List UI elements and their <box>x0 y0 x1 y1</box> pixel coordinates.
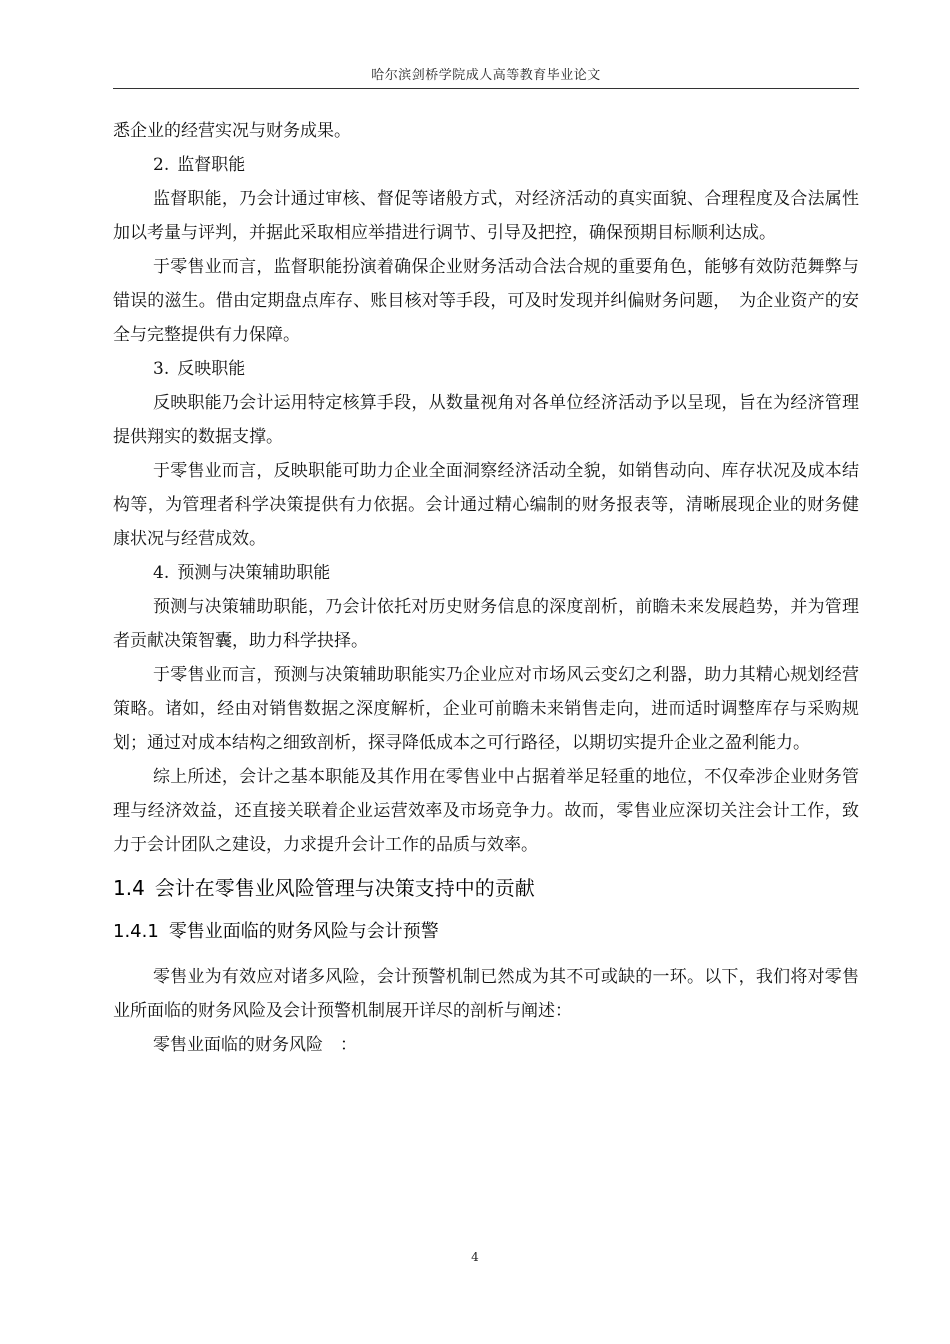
list-item-number: 2. <box>153 155 170 175</box>
subsection-heading <box>113 910 859 954</box>
paragraph: 于零售业而言，监督职能扮演着确保企业财务活动合法合规的重要角色，能够有效防范舞弊与错误的滋生。借由定期盘点库存、账目核对等手段，可及时发现并纠偏财务问题， 为企业资产的安全与完整提供有力保障。 <box>113 257 859 345</box>
list-item-label: 预测与决策辅助职能 <box>177 563 331 583</box>
paragraph: 监督职能，乃会计通过审核、督促等诸般方式，对经济活动的真实面貌、合理程度及合法属性加以考量与评判，并据此采取相应举措进行调节、引导及把控，确保预期目标顺利达成。 <box>113 189 859 243</box>
paragraph: 反映职能乃会计运用特定核算手段，从数量视角对各单位经济活动予以呈现，旨在为经济管理提供翔实的数据支撑。 <box>113 393 859 447</box>
list-item-number: 3. <box>153 359 170 379</box>
document-body <box>113 114 859 1062</box>
page-header: 哈尔滨剑桥学院成人高等教育毕业论文 <box>371 68 601 83</box>
paragraph: 零售业为有效应对诸多风险，会计预警机制已然成为其不可或缺的一环。以下，我们将对零售业所面临的财务风险及会计预警机制展开详尽的剖析与阐述： <box>113 967 859 1021</box>
paragraph: 于零售业而言，预测与决策辅助职能实乃企业应对市场风云变幻之利器，助力其精心规划经营策略。诸如，经由对销售数据之深度解析，企业可前瞻未来销售走向，进而适时调整库存与采购规划；通过对成本结构之细致剖析，探寻降低成本之可行路径，以期切实提升企业之盈利能力。 <box>113 665 859 753</box>
paragraph-continuation: 悉企业的经营实况与财务成果。 <box>113 121 351 141</box>
section-heading <box>113 866 859 910</box>
paragraph-label: 零售业面临的财务风险 ： <box>153 1035 357 1055</box>
list-item-number: 4. <box>153 563 170 583</box>
paragraph-summary: 综上所述，会计之基本职能及其作用在零售业中占据着举足轻重的地位，不仅牵涉企业财务管理与经济效益，还直接关联着企业运营效率及市场竞争力。故而，零售业应深切关注会计工作，致力于会计团队之建设，力求提升会计工作的品质与效率。 <box>113 767 859 855</box>
list-item-reflection <box>113 352 859 386</box>
section-number: 1.4 <box>113 876 145 900</box>
paragraph: 预测与决策辅助职能，乃会计依托对历史财务信息的深度剖析，前瞻未来发展趋势，并为管理者贡献决策智囊，助力科学抉择。 <box>113 597 859 651</box>
header-divider <box>113 88 859 89</box>
list-item-label: 监督职能 <box>177 155 246 175</box>
subsection-number: 1.4.1 <box>113 921 159 942</box>
page-number: 4 <box>471 1250 479 1264</box>
section-title: 会计在零售业风险管理与决策支持中的贡献 <box>154 876 535 900</box>
list-item-label: 反映职能 <box>177 359 246 379</box>
list-item-supervision <box>113 148 859 182</box>
list-item-prediction <box>113 556 859 590</box>
paragraph: 于零售业而言，反映职能可助力企业全面洞察经济活动全貌，如销售动向、库存状况及成本结构等，为管理者科学决策提供有力依据。会计通过精心编制的财务报表等，清晰展现企业的财务健康状况与经营成效。 <box>113 461 859 549</box>
subsection-title: 零售业面临的财务风险与会计预警 <box>168 921 439 942</box>
